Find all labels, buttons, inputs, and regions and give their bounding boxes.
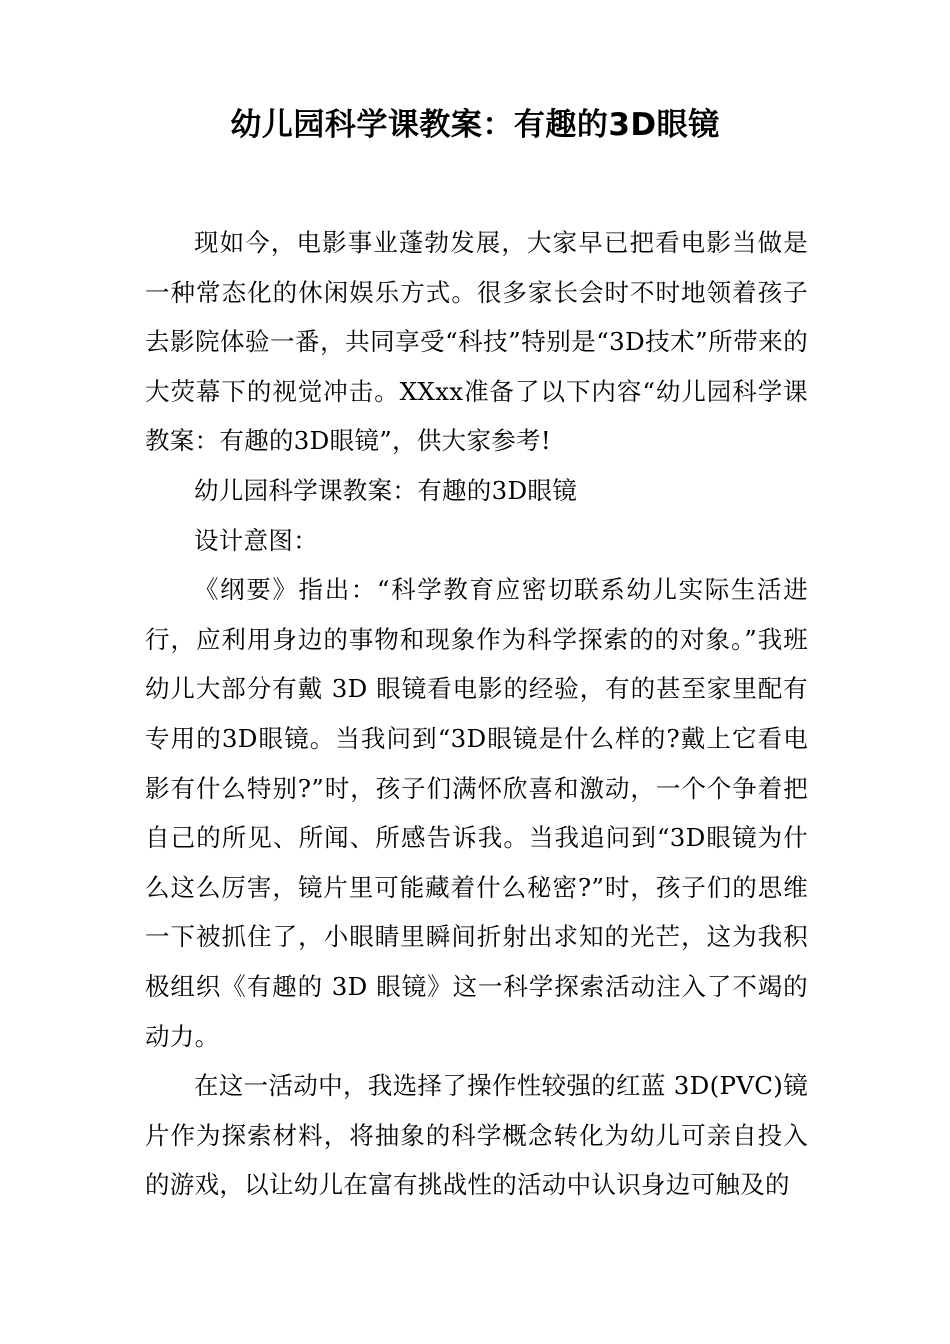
design-intent-paragraph: 《纲要》指出：“科学教育应密切联系幼儿实际生活进行，应利用身边的事物和现象作为科学探索的的对象。”我班幼儿大部分有戴 3D 眼镜看电影的经验，有的甚至家里配有专用的3D眼镜。当我问到“3D眼镜是什么样的?戴上它看电影有什么特别?”时，孩子们满怀欣喜和激动，一个个争着把自己的所见、所闻、所感告诉我。当我追问到“3D眼镜为什么这么厉害，镜片里可能藏着什么秘密?”时，孩子们的思维一下被抓住了，小眼睛里瞬间折射出求知的光芒，这为我积极组织《有趣的 3D 眼镜》这一科学探索活动注入了不竭的动力。 xyxy=(145,575,808,1051)
activity-paragraph: 在这一活动中，我选择了操作性较强的红蓝 3D(PVC)镜片作为探索材料，将抽象的科学概念转化为幼儿可亲自投入的游戏，以让幼儿在富有挑战性的活动中认识身边可触及的 xyxy=(145,1071,808,1200)
design-intent-label: 设计意图： xyxy=(194,525,318,555)
intro-paragraph: 现如今，电影事业蓬勃发展，大家早已把看电影当做是一种常态化的休闲娱乐方式。很多家长会时不时地领着孩子去影院体验一番，共同享受“科技”特别是“3D技术”所带来的大荧幕下的视觉冲击。XXxx准备了以下内容“幼儿园科学课教案：有趣的3D眼镜”，供大家参考! xyxy=(145,228,808,456)
document-body xyxy=(145,218,808,1210)
section-heading: 幼儿园科学课教案：有趣的3D眼镜 xyxy=(194,475,578,505)
document-title: 幼儿园科学课教案：有趣的3D眼镜 xyxy=(230,107,720,143)
